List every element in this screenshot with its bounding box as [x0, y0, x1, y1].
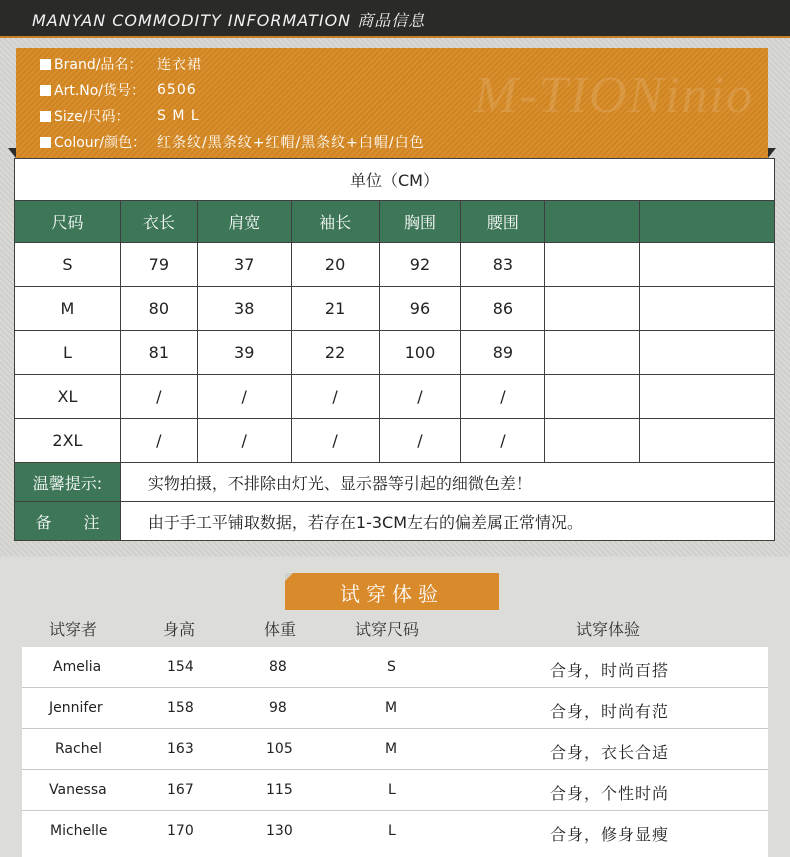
table-cell: 81 [120, 331, 197, 375]
column-header: 衣长 [120, 201, 197, 243]
info-key: Brand/品名： [54, 57, 143, 73]
tester-name: Rachel [55, 741, 103, 757]
info-key: Size/尺码： [54, 109, 130, 125]
column-header: 体重 [264, 620, 297, 639]
table-cell [640, 287, 775, 331]
unit-label: 单位（CM） [15, 159, 775, 201]
list-item [22, 647, 768, 688]
info-row-brand [40, 54, 202, 74]
info-value: 红条纹/黑条纹+红帽/黑条纹+白帽/白色 [157, 135, 425, 151]
table-cell [545, 375, 640, 419]
size-table-header [15, 201, 775, 243]
tester-name: Jennifer [49, 700, 103, 716]
table-cell: 38 [197, 287, 291, 331]
tester-experience: 合身，衣长合适 [550, 743, 670, 762]
table-cell: 37 [197, 243, 291, 287]
column-header: 腰围 [461, 201, 545, 243]
column-header [545, 201, 640, 243]
bullet-square-icon [40, 111, 51, 122]
table-cell: 2XL [15, 419, 121, 463]
remark-row [15, 502, 775, 541]
table-cell [545, 243, 640, 287]
tester-weight: 98 [269, 700, 287, 716]
table-cell: 96 [379, 287, 461, 331]
table-cell: / [197, 375, 291, 419]
panel-fold-right [768, 148, 776, 158]
tester-weight: 115 [266, 782, 293, 798]
list-item [22, 729, 768, 770]
tester-height: 158 [167, 700, 194, 716]
info-value: 连衣裙 [157, 57, 202, 73]
table-cell [545, 287, 640, 331]
size-table [14, 158, 775, 541]
tester-experience: 合身，个性时尚 [550, 784, 670, 803]
tester-size: L [388, 782, 396, 798]
tester-height: 170 [167, 823, 194, 839]
table-cell: S [15, 243, 121, 287]
table-cell [640, 331, 775, 375]
table-cell [545, 331, 640, 375]
list-item [22, 688, 768, 729]
column-header: 袖长 [291, 201, 379, 243]
table-cell: XL [15, 375, 121, 419]
table-cell: 20 [291, 243, 379, 287]
table-cell: 21 [291, 287, 379, 331]
table-cell: / [379, 419, 461, 463]
bullet-square-icon [40, 85, 51, 96]
table-cell [545, 419, 640, 463]
remark-label: 备 注 [15, 502, 121, 541]
table-cell: / [461, 375, 545, 419]
info-key: Art.No/货号： [54, 83, 146, 99]
try-on-title: 试穿体验 [340, 582, 444, 606]
tester-size: S [387, 659, 396, 675]
table-cell: / [120, 375, 197, 419]
table-cell: L [15, 331, 121, 375]
table-cell: 79 [120, 243, 197, 287]
table-cell: / [291, 419, 379, 463]
table-cell: / [461, 419, 545, 463]
column-header: 试穿体验 [576, 620, 641, 639]
tester-name: Vanessa [49, 782, 107, 798]
header-title: MANYAN COMMODITY INFORMATION 商品信息 [32, 11, 426, 30]
tester-height: 167 [167, 782, 194, 798]
tester-weight: 88 [269, 659, 287, 675]
column-header: 肩宽 [197, 201, 291, 243]
table-row [15, 243, 775, 287]
table-row [15, 419, 775, 463]
bullet-square-icon [40, 137, 51, 148]
column-header: 胸围 [379, 201, 461, 243]
try-on-list [22, 647, 768, 857]
tester-height: 154 [167, 659, 194, 675]
table-cell: 39 [197, 331, 291, 375]
tester-name: Michelle [50, 823, 108, 839]
table-cell: / [379, 375, 461, 419]
column-header: 试穿尺码 [355, 620, 420, 639]
header-bar [0, 0, 790, 38]
tip-row [15, 463, 775, 502]
column-header: 尺码 [15, 201, 121, 243]
tester-experience: 合身，时尚百搭 [550, 661, 670, 680]
tip-label: 温馨提示: [15, 463, 121, 502]
table-cell: 86 [461, 287, 545, 331]
list-item [22, 770, 768, 811]
info-key: Colour/颜色： [54, 135, 147, 151]
try-on-header [22, 612, 768, 644]
list-item [22, 811, 768, 852]
table-cell: 89 [461, 331, 545, 375]
table-cell: / [197, 419, 291, 463]
table-cell: 22 [291, 331, 379, 375]
info-row-size [40, 106, 200, 126]
panel-fold-left [8, 148, 16, 158]
info-row-art-no [40, 80, 197, 100]
column-header [640, 201, 775, 243]
column-header: 试穿者 [49, 620, 98, 639]
tester-experience: 合身，时尚有范 [550, 702, 670, 721]
bullet-square-icon [40, 59, 51, 70]
brand-watermark: M-TIONinio [474, 67, 754, 124]
tester-experience: 合身，修身显瘦 [550, 825, 670, 844]
info-value: 6506 [157, 82, 197, 98]
table-row [15, 375, 775, 419]
table-cell: / [291, 375, 379, 419]
remark-text: 由于手工平铺取数据，若存在1-3CM左右的偏差属正常情况。 [120, 502, 774, 541]
tester-size: M [385, 700, 398, 716]
table-cell: 100 [379, 331, 461, 375]
table-cell: 83 [461, 243, 545, 287]
table-cell: M [15, 287, 121, 331]
product-info-panel [16, 48, 768, 158]
tester-size: L [388, 823, 396, 839]
table-cell [640, 375, 775, 419]
tester-size: M [385, 741, 398, 757]
table-cell [640, 243, 775, 287]
info-row-colour [40, 132, 425, 152]
tester-weight: 105 [266, 741, 293, 757]
table-row [15, 287, 775, 331]
table-cell [640, 419, 775, 463]
table-row [15, 331, 775, 375]
table-cell: 80 [120, 287, 197, 331]
tip-text: 实物拍摄，不排除由灯光、显示器等引起的细微色差！ [120, 463, 774, 502]
tester-weight: 130 [266, 823, 293, 839]
tester-name: Amelia [53, 659, 102, 675]
info-value: S M L [157, 108, 200, 124]
table-cell: / [120, 419, 197, 463]
column-header: 身高 [163, 620, 196, 639]
table-cell: 92 [379, 243, 461, 287]
tester-height: 163 [167, 741, 194, 757]
